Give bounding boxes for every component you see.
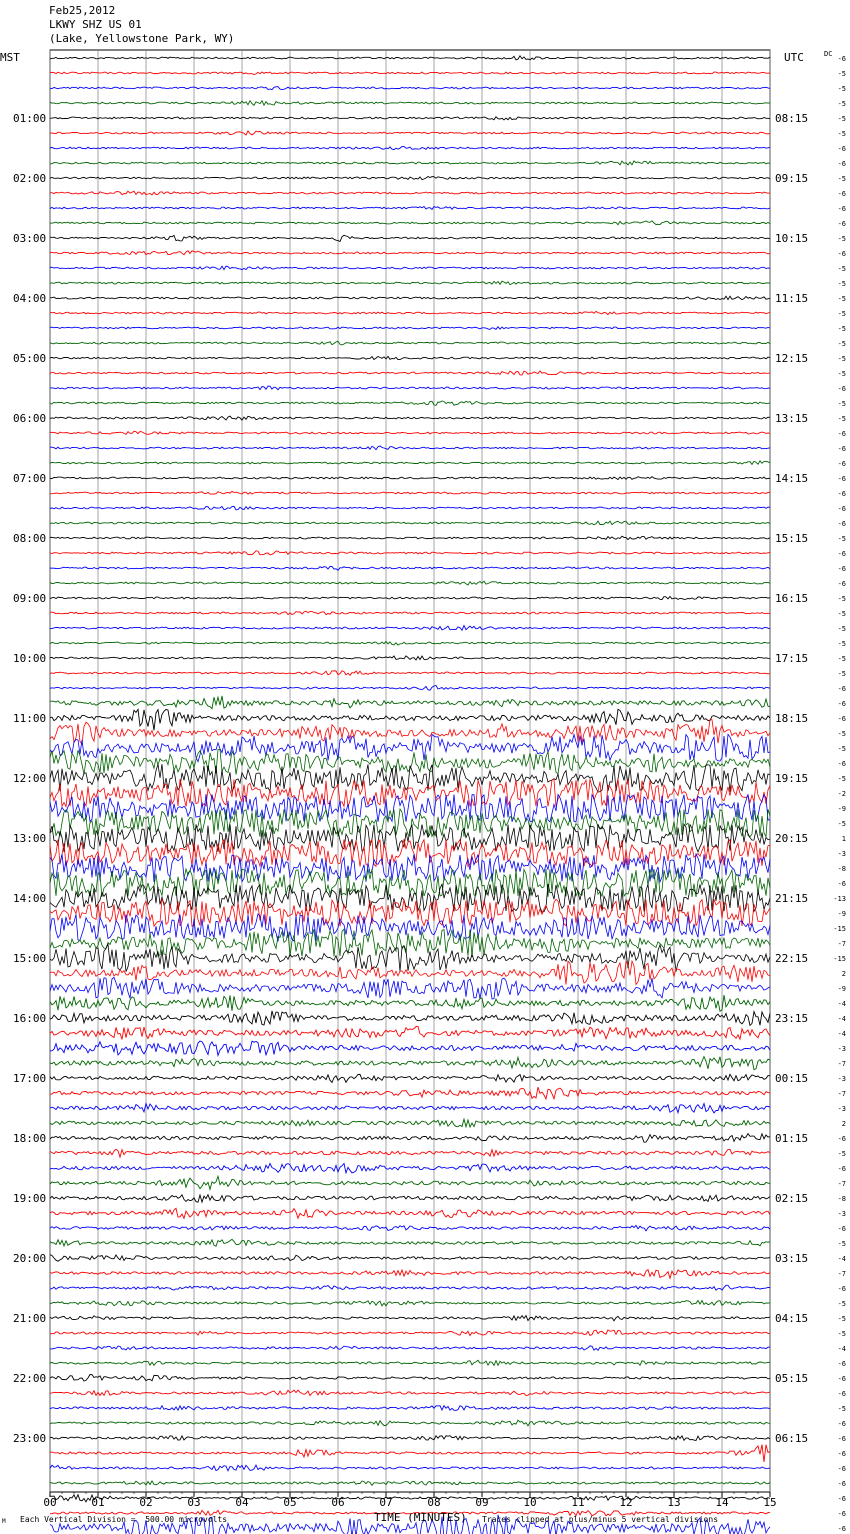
dc-offset-label: -3 (837, 1105, 846, 1113)
seismic-trace-row (50, 1445, 770, 1462)
mst-hour-label: 20:00 (13, 1252, 47, 1265)
dc-offset-label: -2 (837, 790, 846, 798)
seismic-trace-row (50, 709, 770, 730)
seismic-trace-row (50, 626, 770, 631)
dc-offset-label: -7 (837, 1270, 846, 1278)
x-tick-label: 06 (331, 1496, 345, 1509)
x-tick-label: 04 (235, 1496, 249, 1509)
seismic-trace-row (50, 1301, 770, 1306)
x-tick-label: 02 (139, 1496, 153, 1509)
seismic-trace-row (50, 1134, 770, 1143)
dc-offset-label: -5 (837, 595, 846, 603)
mst-hour-label: 12:00 (13, 772, 47, 785)
mst-hour-label: 04:00 (13, 292, 47, 305)
dc-offset-label: -6 (837, 475, 846, 483)
seismic-trace-row (50, 551, 770, 555)
dc-offset-label: -6 (837, 1465, 846, 1473)
dc-offset-label: -15 (833, 955, 846, 963)
dc-offset-label: -5 (837, 235, 846, 243)
mst-hour-label: 05:00 (13, 352, 47, 365)
mst-hour-label: 14:00 (13, 892, 47, 905)
utc-hour-label: 09:15 (775, 172, 809, 185)
seismic-trace-row (50, 431, 770, 434)
dc-offset-label: -5 (837, 1315, 846, 1323)
utc-hour-label: 04:15 (775, 1312, 809, 1325)
dc-offset-label: -5 (837, 265, 846, 273)
dc-offset-label: -9 (837, 985, 846, 993)
dc-offset-label: -6 (837, 1285, 846, 1293)
station-location: (Lake, Yellowstone Park, WY) (49, 32, 235, 45)
seismic-trace-row (50, 794, 770, 822)
dc-offset-label: -6 (837, 1420, 846, 1428)
dc-offset-label: -6 (837, 565, 846, 573)
seismic-trace-row (50, 221, 770, 225)
dc-offset-label: -5 (837, 670, 846, 678)
dc-offset-label: -3 (837, 1075, 846, 1083)
seismic-trace-row (50, 281, 770, 284)
seismic-trace-row (50, 581, 770, 585)
seismic-trace-row (50, 1316, 770, 1321)
dc-offset-label: -6 (837, 220, 846, 228)
dc-offset-label: -5 (837, 1240, 846, 1248)
seismic-trace-row (50, 117, 770, 120)
utc-hour-label: 01:15 (775, 1132, 809, 1145)
seismic-trace-row (50, 1270, 770, 1279)
dc-offset-label: -5 (837, 775, 846, 783)
dc-offset-label: -6 (837, 1510, 846, 1518)
dc-offset-label: -6 (837, 550, 846, 558)
x-tick-label: 01 (91, 1496, 105, 1509)
mst-hour-label: 09:00 (13, 592, 47, 605)
utc-hour-label: 03:15 (775, 1252, 809, 1265)
dc-offset-label: -5 (837, 655, 846, 663)
seismic-trace-row (50, 1375, 770, 1382)
mst-hour-label: 19:00 (13, 1192, 47, 1205)
seismic-trace-row (50, 1074, 770, 1082)
mst-hour-label: 23:00 (13, 1432, 47, 1445)
dc-offset-label: -4 (837, 1015, 846, 1023)
mst-hour-label: 13:00 (13, 832, 47, 845)
dc-offset-label: -6 (837, 1495, 846, 1503)
seismic-trace-row (50, 191, 770, 195)
dc-offset-label: -6 (837, 1480, 846, 1488)
dc-offset-label: -6 (837, 1450, 846, 1458)
dc-offset-label: -6 (837, 1525, 846, 1533)
plot-frame (50, 50, 770, 1492)
dc-offset-label: -6 (837, 460, 846, 468)
dc-offset-label: -5 (837, 610, 846, 618)
dc-offset-label: -5 (837, 340, 846, 348)
seismic-trace-row (50, 506, 770, 509)
dc-offset-label: -3 (837, 850, 846, 858)
dc-offset-label: -5 (837, 115, 846, 123)
seismic-trace-row (50, 1149, 770, 1157)
dc-offset-label: -5 (837, 310, 846, 318)
seismic-trace-row (50, 536, 770, 539)
dc-offset-label: -4 (837, 1000, 846, 1008)
dc-offset-label: -6 (837, 205, 846, 213)
seismic-trace-row (50, 1027, 770, 1040)
x-tick-label: 10 (523, 1496, 537, 1509)
dc-offset-label: -7 (837, 1180, 846, 1188)
dc-offset-label: -5 (837, 400, 846, 408)
mst-hour-label: 15:00 (13, 952, 47, 965)
mst-hour-label: 21:00 (13, 1312, 47, 1325)
x-tick-label: 03 (187, 1496, 201, 1509)
dc-offset-label: -6 (837, 1135, 846, 1143)
dc-offset-label: -6 (837, 505, 846, 513)
seismic-trace-row (50, 296, 770, 299)
dc-offset-label: -3 (837, 1210, 846, 1218)
dc-offset-label: -6 (837, 715, 846, 723)
dc-offset-label: -8 (837, 1195, 846, 1203)
dc-offset-label: -15 (833, 925, 846, 933)
utc-hour-label: 08:15 (775, 112, 809, 125)
seismic-trace-row (50, 656, 770, 660)
seismic-trace-row (50, 720, 770, 745)
seismic-trace-row (50, 611, 770, 614)
dc-offset-label: -5 (837, 535, 846, 543)
seismic-trace-row (50, 1208, 770, 1218)
seismic-trace-row (50, 1104, 770, 1113)
seismic-trace-row (50, 416, 770, 420)
x-axis-label: TIME (MINUTES) (374, 1511, 467, 1524)
utc-hour-label: 17:15 (775, 652, 809, 665)
seismic-trace-row (50, 386, 770, 390)
seismic-trace-row (50, 809, 770, 837)
corner-mark: M (2, 1518, 6, 1525)
seismic-trace-row (50, 1164, 770, 1173)
seismic-trace-row (50, 371, 770, 375)
seismic-trace-row (50, 671, 770, 676)
seismic-trace-row (50, 596, 770, 599)
seismic-trace-row (50, 1087, 770, 1099)
utc-hour-label: 16:15 (775, 592, 809, 605)
x-tick-label: 08 (427, 1496, 441, 1509)
utc-hour-label: 05:15 (775, 1372, 809, 1385)
utc-hour-label: 12:15 (775, 352, 809, 365)
x-tick-label: 15 (763, 1496, 777, 1509)
dc-offset-label: -6 (837, 55, 846, 63)
seismic-trace-row (50, 944, 770, 972)
seismic-trace-row (50, 1406, 770, 1411)
seismic-trace-row (50, 1255, 770, 1262)
seismic-trace-row (50, 266, 770, 270)
utc-hour-label: 02:15 (775, 1192, 809, 1205)
clip-note: Traces clipped at plus/minus 5 vertical divisions (482, 1515, 719, 1524)
utc-hour-label: 15:15 (775, 532, 809, 545)
seismic-trace-row (50, 491, 770, 494)
seismic-trace-row (50, 356, 770, 359)
utc-hour-label: 22:15 (775, 952, 809, 965)
seismic-trace-row (50, 696, 770, 709)
dc-offset-label: -5 (837, 745, 846, 753)
mst-hour-label: 11:00 (13, 712, 47, 725)
seismic-trace-row (50, 1481, 770, 1486)
seismic-trace-row (50, 566, 770, 570)
seismic-trace-row (50, 56, 770, 60)
seismic-trace-row (50, 1420, 770, 1426)
dc-offset-label: -6 (837, 1225, 846, 1233)
x-tick-label: 13 (667, 1496, 681, 1509)
mst-hour-label: 03:00 (13, 232, 47, 245)
seismic-trace-row (50, 1495, 770, 1502)
seismic-trace-row (50, 161, 770, 165)
seismic-trace-row (50, 1225, 770, 1230)
dc-offset-label: -5 (837, 295, 846, 303)
mst-hour-label: 18:00 (13, 1132, 47, 1145)
dc-offset-label: -6 (837, 490, 846, 498)
dc-offset-label: -9 (837, 910, 846, 918)
dc-offset-label: -5 (837, 640, 846, 648)
utc-hour-label: 11:15 (775, 292, 809, 305)
dc-offset-label: -6 (837, 1390, 846, 1398)
seismic-trace-row (50, 685, 770, 690)
seismic-trace-row (50, 1465, 770, 1471)
mst-hour-label: 16:00 (13, 1012, 47, 1025)
x-tick-label: 09 (475, 1496, 489, 1509)
utc-hour-label: 18:15 (775, 712, 809, 725)
seismic-trace-row (50, 177, 770, 180)
left-timezone-label: MST (0, 51, 20, 64)
utc-hour-label: 13:15 (775, 412, 809, 425)
seismic-trace-row (50, 1436, 770, 1441)
dc-offset-label: -5 (837, 415, 846, 423)
seismic-trace-row (50, 1360, 770, 1365)
seismic-trace-row (50, 341, 770, 345)
dc-offset-label: -5 (837, 625, 846, 633)
x-tick-label: 05 (283, 1496, 297, 1509)
x-tick-label: 12 (619, 1496, 633, 1509)
dc-offset-label: -5 (837, 100, 846, 108)
dc-offset-label: -6 (837, 580, 846, 588)
dc-offset-label: -5 (837, 1330, 846, 1338)
dc-offset-label: -6 (837, 445, 846, 453)
seismic-trace-row (50, 854, 770, 882)
x-tick-label: 14 (715, 1496, 729, 1509)
seismic-trace-row (50, 446, 770, 450)
seismic-trace-row (50, 461, 770, 465)
plot-date: Feb25,2012 (49, 4, 116, 17)
dc-offset-label: -4 (837, 1345, 846, 1353)
dc-offset-label: -6 (837, 760, 846, 768)
mst-hour-label: 02:00 (13, 172, 47, 185)
dc-offset-label: -5 (837, 820, 846, 828)
utc-hour-label: 00:15 (775, 1072, 809, 1085)
dc-offset-label: -5 (837, 325, 846, 333)
seismic-trace-row (50, 977, 770, 999)
scale-note: Each Vertical Division = 500.00 microvolts (20, 1515, 228, 1524)
dc-offset-label: -6 (837, 385, 846, 393)
utc-hour-label: 19:15 (775, 772, 809, 785)
dc-offset-label: 2 (841, 970, 846, 978)
dc-offset-label: -8 (837, 865, 846, 873)
seismic-trace-row (50, 131, 770, 135)
seismic-trace-row (50, 87, 770, 90)
dc-offset-label: -5 (837, 85, 846, 93)
seismic-trace-row (50, 1285, 770, 1290)
mst-hour-label: 10:00 (13, 652, 47, 665)
seismic-trace-row (50, 1330, 770, 1336)
dc-offset-label: -6 (837, 1435, 846, 1443)
mst-hour-label: 06:00 (13, 412, 47, 425)
seismic-trace-row (50, 327, 770, 330)
dc-offset-label: -6 (837, 430, 846, 438)
dc-offset-label: -7 (837, 1090, 846, 1098)
dc-offset-label: 2 (841, 1120, 846, 1128)
utc-hour-label: 06:15 (775, 1432, 809, 1445)
dc-offset-label: -6 (837, 1165, 846, 1173)
utc-hour-label: 10:15 (775, 232, 809, 245)
dc-offset-label: -6 (837, 1375, 846, 1383)
seismic-trace-row (50, 1011, 770, 1026)
dc-offset-label: -6 (837, 145, 846, 153)
x-tick-label: 00 (43, 1496, 57, 1509)
dc-offset-label: 1 (841, 835, 846, 843)
seismic-trace-row (50, 1176, 770, 1189)
dc-offset-label: -5 (837, 1405, 846, 1413)
dc-offset-label: -6 (837, 700, 846, 708)
dc-offset-label: -5 (837, 1300, 846, 1308)
dc-offset-label: -5 (837, 1150, 846, 1158)
dc-offset-label: -7 (837, 940, 846, 948)
x-tick-label: 11 (571, 1496, 585, 1509)
seismic-trace-row (50, 1041, 770, 1055)
mst-hour-label: 07:00 (13, 472, 47, 485)
seismic-trace-row (50, 251, 770, 255)
mst-hour-label: 01:00 (13, 112, 47, 125)
seismic-trace-row (50, 101, 770, 106)
dc-offset-label: -5 (837, 280, 846, 288)
seismic-trace-row (50, 1057, 770, 1070)
right-timezone-label: UTC (784, 51, 804, 64)
seismic-trace-row (50, 1346, 770, 1350)
mst-hour-label: 22:00 (13, 1372, 47, 1385)
dc-label: DC (824, 50, 833, 58)
seismic-trace-row (50, 641, 770, 645)
dc-offset-label: -5 (837, 355, 846, 363)
dc-offset-label: -3 (837, 1045, 846, 1053)
utc-hour-label: 23:15 (775, 1012, 809, 1025)
utc-hour-label: 14:15 (775, 472, 809, 485)
seismic-trace-row (50, 1195, 770, 1203)
dc-offset-label: -6 (837, 520, 846, 528)
dc-offset-label: -5 (837, 175, 846, 183)
seismic-trace-row (50, 521, 770, 525)
dc-offset-label: -6 (837, 685, 846, 693)
seismic-trace-row (50, 1119, 770, 1127)
mst-hour-label: 08:00 (13, 532, 47, 545)
dc-offset-label: -6 (837, 1360, 846, 1368)
utc-hour-label: 20:15 (775, 832, 809, 845)
seismic-trace-row (50, 146, 770, 149)
seismic-trace-row (50, 401, 770, 405)
dc-offset-label: -5 (837, 70, 846, 78)
x-tick-label: 07 (379, 1496, 393, 1509)
seismic-trace-row (50, 477, 770, 480)
seismic-trace-row (50, 1239, 770, 1246)
seismic-trace-row (50, 235, 770, 241)
dc-offset-label: -9 (837, 805, 846, 813)
utc-hour-label: 21:15 (775, 892, 809, 905)
dc-offset-label: -4 (837, 1030, 846, 1038)
dc-offset-label: -5 (837, 130, 846, 138)
dc-offset-label: -7 (837, 1060, 846, 1068)
dc-offset-label: -6 (837, 250, 846, 258)
dc-offset-label: -13 (833, 895, 846, 903)
mst-hour-label: 17:00 (13, 1072, 47, 1085)
dc-offset-label: -5 (837, 730, 846, 738)
dc-offset-label: -6 (837, 160, 846, 168)
dc-offset-label: -6 (837, 190, 846, 198)
seismic-trace-row (50, 311, 770, 314)
seismic-trace-row (50, 1390, 770, 1395)
dc-offset-label: -5 (837, 370, 846, 378)
seismic-trace-row (50, 779, 770, 807)
dc-offset-label: -4 (837, 1255, 846, 1263)
seismic-trace-row (50, 72, 770, 75)
seismic-trace-row (50, 207, 770, 210)
station-code: LKWY SHZ US 01 (49, 18, 142, 31)
dc-offset-label: -6 (837, 880, 846, 888)
